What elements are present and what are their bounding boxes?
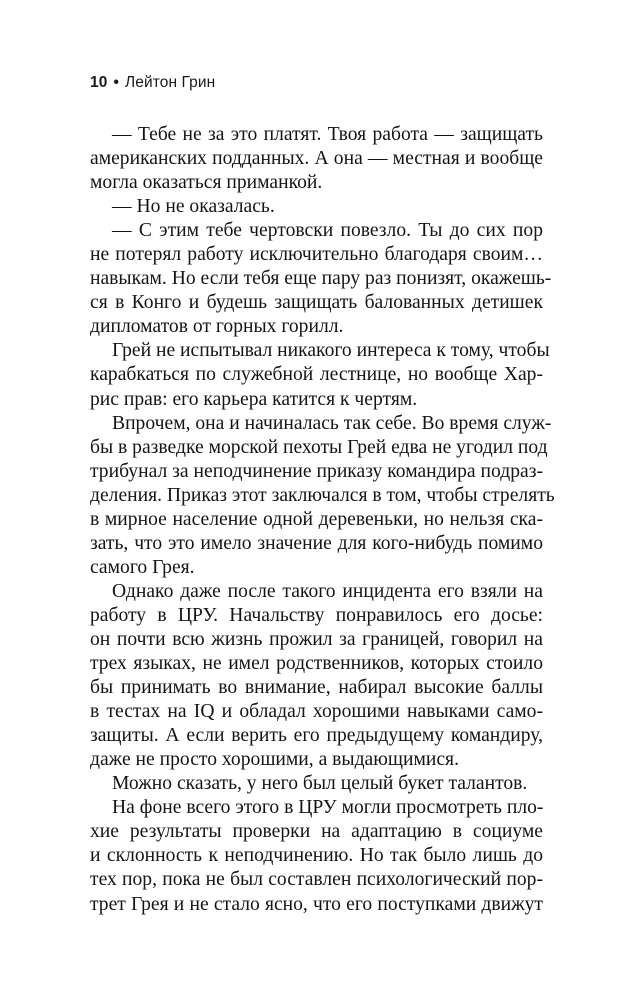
paragraph: [90, 339, 550, 411]
text-line: деления. Приказ этот заключался в том, чтобы стрелять: [90, 484, 555, 506]
running-head: [90, 74, 215, 92]
text-line: карабкаться по служебной лестнице, но вообще Хар-: [90, 364, 543, 386]
text-line: защиты. А если верить его предыдущему командиру,: [90, 725, 543, 747]
text-line: работу в ЦРУ. Начальству понравилось его досье:: [90, 604, 543, 626]
text-line: На фоне всего этого в ЦРУ могли просмотреть пло-: [112, 797, 544, 819]
text-line: ся в Конго и будешь защищать балованных детишек: [90, 292, 543, 314]
text-line: зать, что это имело значение для кого-нибудь помимо: [90, 532, 543, 554]
text-line: и склонность к неподчинению. Но так было лишь до: [90, 845, 543, 867]
text-line: Впрочем, она и начиналась так себе. Во время служ-: [112, 412, 552, 434]
header-separator: •: [113, 74, 119, 91]
paragraph: [90, 772, 543, 796]
text-line: хие результаты проверки на адаптацию в социуме: [90, 821, 543, 843]
text-line: трет Грея и не стало ясно, что его поступками движут: [90, 893, 543, 915]
text-line: Грей не испытывал никакого интереса к тому, чтобы: [112, 340, 550, 362]
text-line: — Но не оказалась.: [112, 196, 275, 218]
running-head-author: Лейтон Грин: [124, 74, 216, 91]
text-line: в тестах на IQ и обладал хорошими навыками само-: [90, 701, 543, 723]
paragraph: [90, 219, 552, 339]
text-line: тех пор, пока не был составлен психологический пор-: [90, 869, 543, 891]
body-text: [90, 123, 555, 917]
text-line: бы принимать во внимание, набирал высокие баллы: [90, 677, 543, 699]
text-line: трех языках, не имел родственников, которых стоило: [90, 653, 543, 675]
paragraph: [90, 580, 543, 772]
text-line: трибунал за неподчинение приказу командира подраз-: [90, 460, 543, 482]
text-line: навыкам. Но если тебя еще пару раз понизят, окажешь-: [90, 268, 552, 290]
text-line: самого Грея.: [90, 556, 195, 578]
text-line: он почти всю жизнь прожил за границей, говорил на: [90, 628, 543, 650]
text-line: Однако даже после такого инцидента его взяли на: [112, 580, 543, 602]
paragraph: [90, 796, 543, 916]
text-line: американских подданных. А она — местная и вообще: [90, 148, 543, 170]
text-line: могла оказаться приманкой.: [90, 172, 323, 194]
text-line: Можно сказать, у него был целый букет талантов.: [112, 773, 528, 795]
paragraph: [90, 195, 543, 219]
page-number: 10: [90, 74, 108, 91]
text-line: дипломатов от горных горилл.: [90, 316, 344, 338]
text-line: — Тебе не за это платят. Твоя работа — защищать: [112, 124, 543, 145]
text-line: даже не просто хорошими, а выдающимися.: [90, 749, 459, 771]
text-line: — С этим тебе чертовски повезло. Ты до сих пор: [112, 220, 543, 242]
paragraph: [90, 412, 555, 580]
text-line: бы в разведке морской пехоты Грей едва не угодил под: [90, 436, 548, 458]
text-line: в мирное население одной деревеньки, но нельзя ска-: [90, 508, 543, 530]
text-line: не потерял работу исключительно благодаря своим…: [90, 244, 543, 266]
paragraph: [90, 123, 543, 195]
text-line: рис прав: его карьера катится к чертям.: [90, 388, 418, 410]
